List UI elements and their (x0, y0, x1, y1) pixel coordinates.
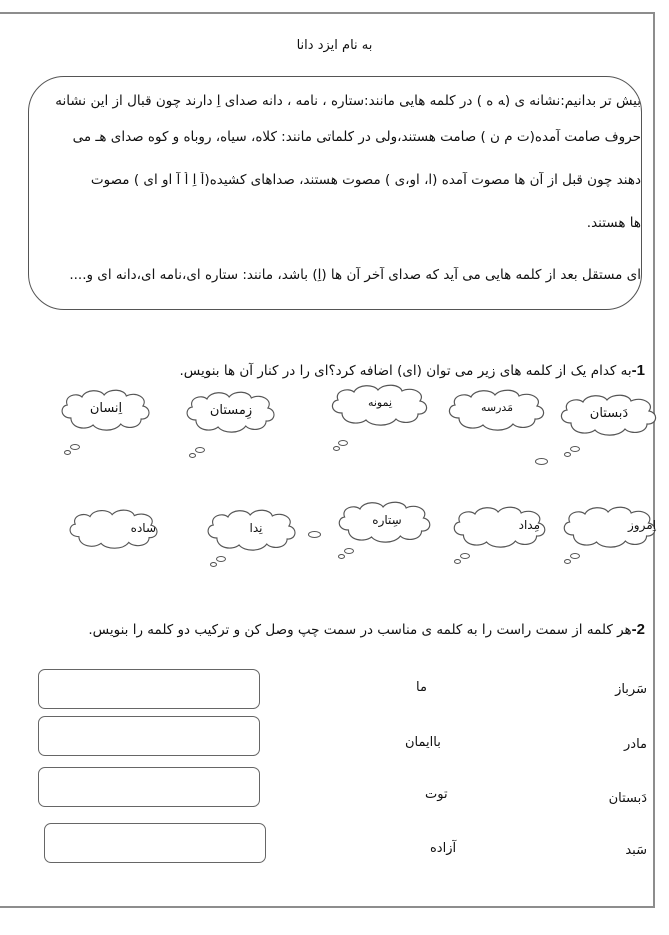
thought-bubble-dot (308, 531, 321, 538)
right-word: مادر (624, 737, 647, 752)
thought-bubble-dot (570, 553, 580, 559)
cloud-word (66, 508, 170, 552)
left-word: آزاده (430, 841, 457, 856)
cloud-word (445, 388, 549, 432)
question-2-number: 2- (631, 621, 645, 638)
answer-box-2[interactable] (38, 716, 260, 756)
left-word: توت (425, 787, 448, 802)
question-1-heading (179, 362, 645, 379)
right-word: دَبستان (608, 791, 647, 806)
thought-bubble-dot (189, 453, 196, 458)
info-line-4: ها هستند. (586, 215, 641, 231)
cloud-word-text: اِنسان (89, 401, 123, 416)
cloud-word-text: مَدرسه (480, 401, 514, 414)
right-word: سَرباز (615, 682, 647, 697)
info-line-3: دهند چون قبل از آن ها مصوت آمده (ا، او،ی ) مصوت هستند، صداهای کشیده(اَ اِ اُ آ او ای ) مصوت (90, 172, 641, 188)
cloud-word (557, 393, 661, 437)
question-1-text: به کدام یک از کلمه های زیر می توان (ای) اضافه کرد؟ای را در کنار آن ها بنویس. (179, 363, 632, 379)
cloud-word-text: دَبستان (589, 406, 629, 421)
question-1-number: 1- (631, 362, 645, 379)
cloud-word (183, 390, 287, 434)
thought-bubble-dot (64, 450, 71, 455)
thought-bubble-dot (195, 447, 205, 453)
thought-bubble-dot (338, 440, 348, 446)
cloud-word (204, 508, 308, 552)
thought-bubble-dot (535, 458, 548, 465)
cloud-word (560, 505, 664, 549)
answer-box-3[interactable] (38, 767, 260, 807)
info-line-2: حروف صامت آمده(ت م ن ) صامت هستند،ولی در کلماتی مانند: کلاه، سیاه، روباه و کوه صدای هـ می (72, 129, 641, 145)
question-2-text: هر کلمه از سمت راست را به کلمه ی مناسب در سمت چپ وصل کن و ترکیب دو کلمه را بنویس. (88, 622, 632, 638)
page-title: به نام ایزد دانا (296, 38, 373, 53)
thought-bubble-dot (454, 559, 461, 564)
cloud-word-text: سِتاره (372, 513, 402, 527)
thought-bubble-dot (344, 548, 354, 554)
cloud-word (58, 388, 162, 432)
left-word: ما (416, 680, 427, 695)
info-box (28, 76, 642, 310)
thought-bubble-dot (570, 446, 580, 452)
thought-bubble-dot (564, 452, 571, 457)
thought-bubble-dot (564, 559, 571, 564)
answer-box-4[interactable] (44, 823, 266, 863)
answer-box-1[interactable] (38, 669, 260, 709)
info-line-1: بیش تر بدانیم:نشانه ی (ﻪ ه ) در کلمه هایی مانند:ستاره ، نامه ، دانه صدای اِ دارند چون قبال از این نشانه (55, 93, 641, 109)
cloud-word (450, 505, 554, 549)
cloud-word (335, 500, 439, 544)
cloud-word (328, 383, 432, 427)
thought-bubble-dot (216, 556, 226, 562)
left-word: باایمان (405, 735, 441, 750)
cloud-word-text: مِداد (518, 518, 540, 532)
thought-bubble-dot (333, 446, 340, 451)
thought-bubble-dot (210, 562, 217, 567)
cloud-word-text: ساده (130, 521, 156, 535)
question-2-heading (88, 621, 645, 638)
cloud-word-text: زِمستان (209, 403, 253, 418)
cloud-word-text: نِدا (249, 521, 263, 535)
cloud-word-text: نِمونه (367, 396, 393, 409)
thought-bubble-dot (338, 554, 345, 559)
cloud-word-text: اِمروز (628, 518, 656, 532)
thought-bubble-dot (460, 553, 470, 559)
right-word: سَبد (625, 843, 647, 858)
thought-bubble-dot (70, 444, 80, 450)
info-line-5: ای مستقل بعد از کلمه هایی می آید که صدای آخر آن ها (اِ) باشد، مانند: ستاره ای،نامه ای،دانه ای و.... (69, 267, 641, 283)
